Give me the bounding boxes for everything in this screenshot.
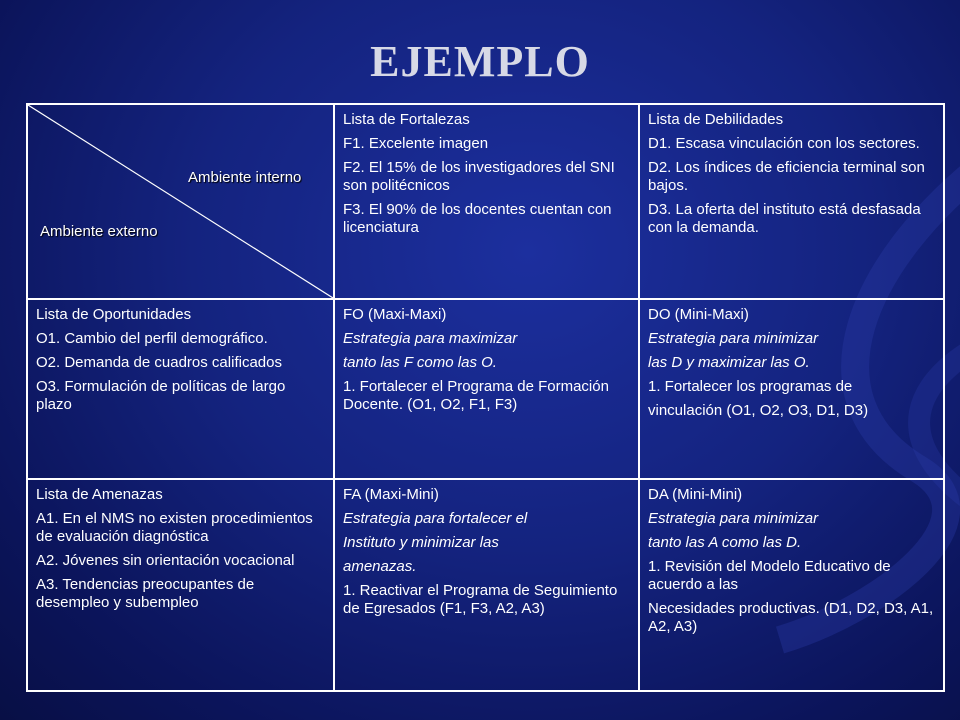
threat-item: A3. Tendencias preocupantes de desempleo y subempleo: [36, 576, 255, 611]
da-strategy-line: tanto las A como las D.: [648, 534, 802, 551]
da-strategy-cell: [639, 479, 944, 691]
do-strategy-cell: [639, 299, 944, 479]
weakness-item: D3. La oferta del instituto está desfasada con la demanda.: [648, 201, 921, 236]
weakness-item: D1. Escasa vinculación con los sectores.: [648, 135, 920, 152]
threat-item: A1. En el NMS no existen procedimientos de evaluación diagnóstica: [36, 510, 313, 545]
strengths-cell: [334, 104, 639, 299]
corner-header-cell: [27, 104, 334, 299]
external-environment-label: Ambiente externo: [40, 223, 158, 240]
fo-strategy-cell: [334, 299, 639, 479]
threats-cell: [27, 479, 334, 691]
internal-environment-label: Ambiente interno: [188, 169, 302, 186]
strength-item: F2. El 15% de los investigadores del SNI son politécnicos: [343, 159, 615, 194]
da-action-line: Necesidades productivas. (D1, D2, D3, A1, A2, A3): [648, 600, 934, 635]
fo-action: 1. Fortalecer el Programa de Formación Docente. (O1, O2, F1, F3): [343, 378, 609, 413]
table-row: [27, 299, 944, 479]
fa-strategy-line: Instituto y minimizar las: [343, 534, 499, 551]
do-strategy-line: Estrategia para minimizar: [648, 330, 819, 347]
fo-strategy-line: Estrategia para maximizar: [343, 330, 518, 347]
da-action-line: 1. Revisión del Modelo Educativo de acuerdo a las: [648, 558, 891, 593]
weaknesses-cell: [639, 104, 944, 299]
diagonal-divider-line: [28, 105, 333, 298]
fa-strategy-line: Estrategia para fortalecer el: [343, 510, 528, 527]
do-heading: DO (Mini-Maxi): [648, 306, 749, 323]
do-action-line: 1. Fortalecer los programas de: [648, 378, 853, 395]
threat-item: A2. Jóvenes sin orientación vocacional: [36, 552, 295, 569]
fo-strategy-line: tanto las F como las O.: [343, 354, 497, 371]
do-strategy-line: las D y maximizar las O.: [648, 354, 810, 371]
opportunity-item: O1. Cambio del perfil demográfico.: [36, 330, 268, 347]
da-strategy-line: Estrategia para minimizar: [648, 510, 819, 527]
strength-item: F3. El 90% de los docentes cuentan con licenciatura: [343, 201, 612, 236]
fa-heading: FA (Maxi-Mini): [343, 486, 439, 503]
weaknesses-heading: Lista de Debilidades: [648, 111, 784, 128]
page-title: EJEMPLO: [370, 37, 590, 86]
fa-action: 1. Reactivar el Programa de Seguimiento de Egresados (F1, F3, A2, A3): [343, 582, 618, 617]
fo-heading: FO (Maxi-Maxi): [343, 306, 447, 323]
weakness-item: D2. Los índices de eficiencia terminal son bajos.: [648, 159, 925, 194]
opportunity-item: O3. Formulación de políticas de largo plazo: [36, 378, 286, 413]
fa-strategy-line: amenazas.: [343, 558, 417, 575]
opportunity-item: O2. Demanda de cuadros calificados: [36, 354, 282, 371]
fa-strategy-cell: [334, 479, 639, 691]
strengths-heading: Lista de Fortalezas: [343, 111, 470, 128]
threats-heading: Lista de Amenazas: [36, 486, 163, 503]
do-action-line: vinculación (O1, O2, O3, D1, D3): [648, 402, 869, 419]
table-row: [27, 104, 944, 299]
opportunities-cell: [27, 299, 334, 479]
da-heading: DA (Mini-Mini): [648, 486, 743, 503]
opportunities-heading: Lista de Oportunidades: [36, 306, 192, 323]
strength-item: F1. Excelente imagen: [343, 135, 489, 152]
swot-matrix-table: [26, 103, 945, 692]
table-row: [27, 479, 944, 691]
